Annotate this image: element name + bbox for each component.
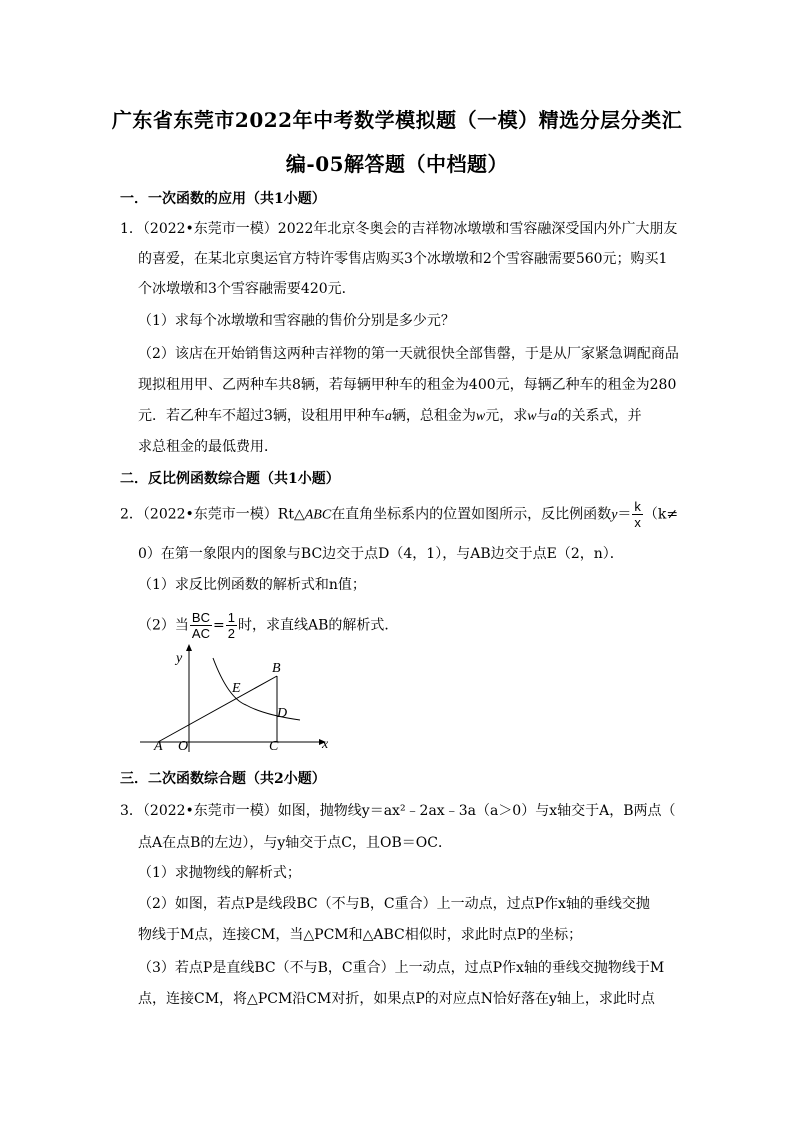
fraction-numerator: BC [191,610,210,625]
label-a: A [154,739,163,754]
section-heading-1: 一．一次函数的应用（共1小题） [120,191,326,207]
q2-eq: ＝ [617,506,632,523]
label-e: E [232,681,241,696]
q3-part-2-line-1: （2）如图，若点P是线段BC（不与B，C重合）上一动点，过点P作x轴的垂线交抛 [138,896,650,912]
label-c: C [269,739,279,754]
q2-eq: = [212,617,225,634]
fraction-bc-over-ac [190,610,212,641]
q1-part-1: （1）求每个冰墩墩和雪容融的售价分别是多少元？ [138,313,455,329]
q1-line-3: 个冰墩墩和3个雪容融需要420元． [138,281,356,297]
document-title-line2: 编-05解答题（中档题） [285,152,509,176]
q1-part-2-line-2: 现拟租用甲、乙两种车共8辆，若每辆甲种车的租金为400元，每辆乙种车的租金为280 [138,377,677,393]
q1-text: 的关系式，并 [557,408,642,424]
q2-part-2 [138,610,398,641]
q2-text: 在直角坐标系内的位置如图所示，反比例函数 [331,506,612,523]
q3-part-3-line-1: （3）若点P是直线BC（不与B，C重合）上一动点，过点P作x轴的垂线交抛物线于M [138,960,665,976]
q2-abc: ABC [304,507,332,523]
label-y: y [176,651,183,666]
q1-line-2: 的喜爱，在某北京奥运官方特许零售店购买3个冰墩墩和2个雪容融需要560元；购买1 [138,251,668,267]
q2-text: （k≠ [643,506,679,523]
fraction-denominator: AC [191,626,210,641]
q1-var-a: a [550,409,558,424]
q1-text: 与 [536,408,551,424]
q1-part-2-line-1: （2）该店在开始销售这两种吉祥物的第一天就很快全部售罄，于是从厂家紧急调配商品 [138,346,679,362]
q2-var-y: y [611,507,618,523]
q1-part-2-line-4: 求总租金的最低费用． [138,439,278,455]
q2-text: 2．（2022•东莞市一模）Rt△ [120,506,305,523]
q1-var-a: a [384,409,392,424]
coordinate-figure [140,642,340,754]
document-title-line1: 广东省东莞市2022年中考数学模拟题（一模）精选分层分类汇 [111,108,683,132]
fraction-denominator: 2 [227,626,235,641]
q2-part-1: （1）求反比例函数的解析式和n值； [138,577,366,593]
q1-text: 元．若乙种车不超过3辆，设租用甲种车 [138,408,385,424]
fraction-k-over-x [632,499,643,530]
section-heading-3: 三．二次函数综合题（共2小题） [120,771,326,787]
q1-var-w: w [475,409,486,424]
label-d: D [277,706,288,721]
q1-part-2-line-3 [138,405,642,425]
label-x: x [322,737,329,752]
q1-text: 辆，总租金为 [391,408,476,424]
fraction-numerator: k [634,499,641,514]
line-ab [158,676,277,742]
q3-part-1: （1）求抛物线的解析式； [138,865,301,881]
q3-part-3-line-2: 点，连接CM，将△PCM沿CM对折，如果点P的对应点N恰好落在y轴上，求此时点 [138,991,655,1007]
q1-var-w: w [527,409,537,424]
fraction-numerator: 1 [227,610,235,625]
fraction-denominator: x [634,515,641,530]
section-heading-2: 二．反比例函数综合题（共1小题） [120,471,340,487]
q3-line-1: 3．（2022•东莞市一模）如图，抛物线y＝ax²﹣2ax﹣3a（a＞0）与x轴交于A，B两点（ [120,803,676,819]
fraction-one-half [226,610,237,641]
label-o: O [178,739,189,754]
q2-line-2: 0）在第一象限内的图象与BC边交于点D（4，1），与AB边交于点E（2，n）． [138,546,624,562]
q1-text: 元，求 [485,408,528,424]
q2-line-1 [120,499,678,530]
label-b: B [272,661,281,676]
q2-text: 时，求直线AB的解析式． [237,617,399,634]
q3-line-2: 点A在点B的左边），与y轴交于点C，且OB＝OC． [138,835,452,851]
q1-line-1: 1．（2022•东莞市一模）2022年北京冬奥会的吉祥物冰墩墩和雪容融深受国内外广大朋友 [120,221,678,237]
y-axis-arrow [186,644,192,651]
q2-text: （2）当 [138,617,189,634]
q3-part-2-line-2: 物线于M点，连接CM，当△PCM和△ABC相似时，求此时点P的坐标； [138,927,583,943]
